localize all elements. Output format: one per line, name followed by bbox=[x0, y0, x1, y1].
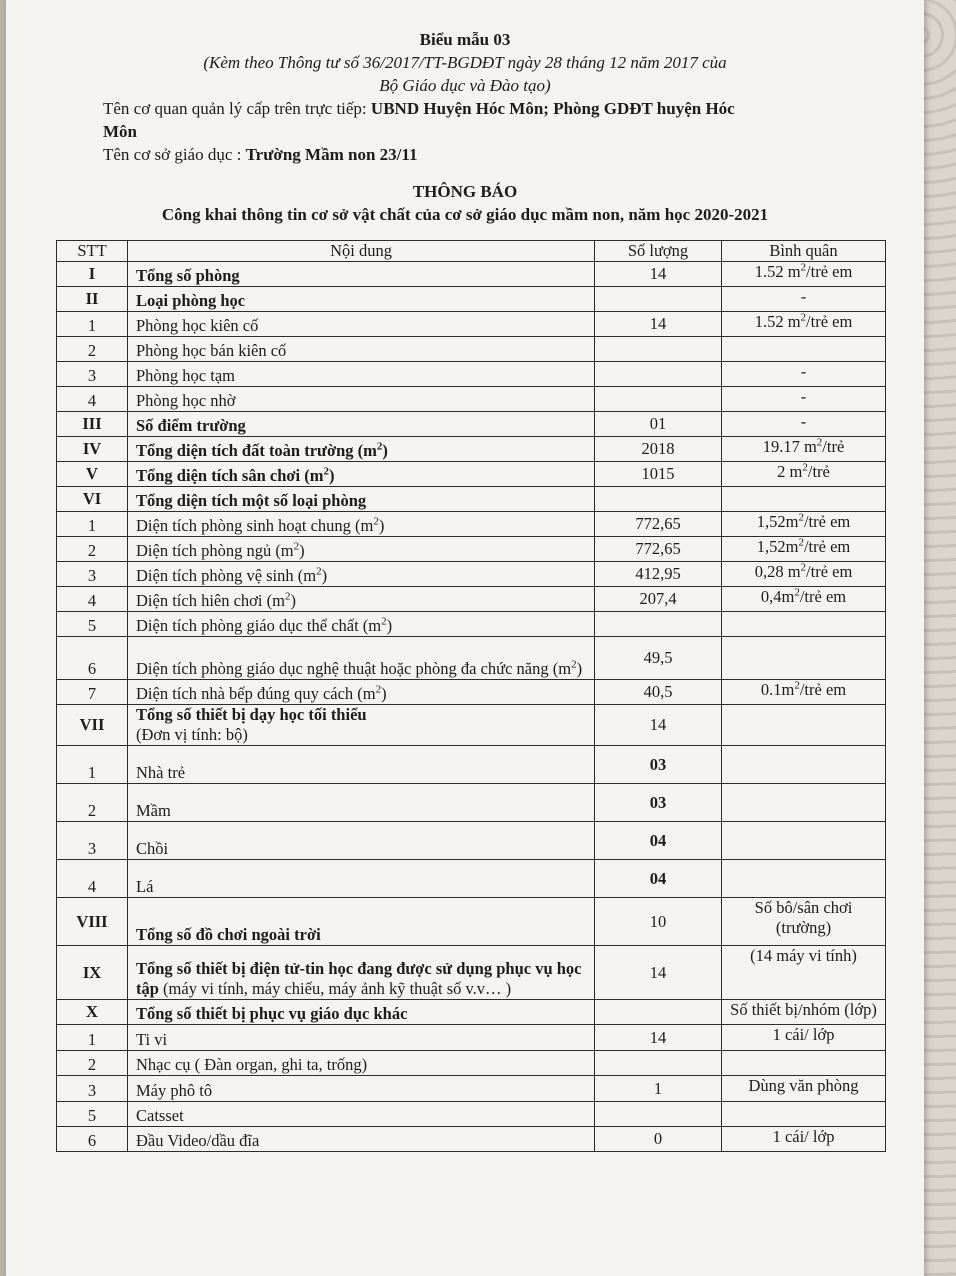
cell-content: Ti vi bbox=[128, 1025, 595, 1051]
cell-stt: IV bbox=[57, 437, 128, 462]
cell-average: $0.1m^2$/trẻ em bbox=[722, 680, 886, 705]
table-row bbox=[57, 822, 886, 860]
cell-stt: 2 bbox=[57, 1051, 128, 1076]
cell-stt: 1 bbox=[57, 746, 128, 784]
cell-stt: 3 bbox=[57, 822, 128, 860]
table-row bbox=[57, 512, 886, 537]
cell-average: 0,28 $m^2$/trẻ em bbox=[722, 562, 886, 587]
cell-stt: 4 bbox=[57, 387, 128, 412]
school-value: Trường Mầm non 23/11 bbox=[245, 145, 418, 164]
cell-content: Tổng diện tích sân chơi $(m^2)$ bbox=[128, 462, 595, 487]
cell-average bbox=[722, 612, 886, 637]
cell-stt: V bbox=[57, 462, 128, 487]
table-row bbox=[57, 587, 886, 612]
cell-stt: 6 bbox=[57, 1127, 128, 1152]
table-row bbox=[57, 537, 886, 562]
cell-average: Dùng văn phòng bbox=[722, 1076, 886, 1102]
document-page bbox=[6, 0, 924, 1276]
cell-average: $1,52m^2$/trẻ em bbox=[722, 537, 886, 562]
table-row bbox=[57, 262, 886, 287]
cell-average: $1,52m^2$/trẻ em bbox=[722, 512, 886, 537]
cell-average bbox=[722, 705, 886, 746]
table-row bbox=[57, 487, 886, 512]
cell-quantity: 14 bbox=[595, 312, 722, 337]
cell-average bbox=[722, 746, 886, 784]
cell-quantity: 1 bbox=[595, 1076, 722, 1102]
table-row bbox=[57, 1025, 886, 1051]
table-row bbox=[57, 362, 886, 387]
table-row bbox=[57, 462, 886, 487]
cell-content: Catsset bbox=[128, 1102, 595, 1127]
cell-stt: IX bbox=[57, 946, 128, 1000]
cell-quantity: 2018 bbox=[595, 437, 722, 462]
cell-quantity bbox=[595, 612, 722, 637]
cell-stt: 1 bbox=[57, 512, 128, 537]
table-row bbox=[57, 1051, 886, 1076]
table-row bbox=[57, 412, 886, 437]
cell-average: 1 cái/ lớp bbox=[722, 1025, 886, 1051]
cell-stt: II bbox=[57, 287, 128, 312]
cell-content: Tổng số thiết bị điện tử-tin học đang được sử dụng phục vụ học tập (máy vi tính, máy chiếu, máy ảnh kỹ thuật số v.v… ) bbox=[128, 946, 595, 1000]
cell-stt: VII bbox=[57, 705, 128, 746]
cell-quantity: 772,65 bbox=[595, 537, 722, 562]
cell-content: Tổng số phòng bbox=[128, 262, 595, 287]
cell-stt: 2 bbox=[57, 537, 128, 562]
managing-agency-value-cont: Môn bbox=[103, 122, 137, 141]
cell-quantity: 14 bbox=[595, 1025, 722, 1051]
cell-average bbox=[722, 1102, 886, 1127]
cell-content: Máy phô tô bbox=[128, 1076, 595, 1102]
cell-quantity bbox=[595, 1102, 722, 1127]
cell-content: Loại phòng học bbox=[128, 287, 595, 312]
cell-content: Nhạc cụ ( Đàn organ, ghi ta, trống) bbox=[128, 1051, 595, 1076]
cell-quantity bbox=[595, 362, 722, 387]
cell-average bbox=[722, 860, 886, 898]
cell-quantity: 14 bbox=[595, 946, 722, 1000]
cell-average: - bbox=[722, 412, 886, 437]
reference-line-1: (Kèm theo Thông tư số 36/2017/TT-BGDĐT ngày 28 tháng 12 năm 2017 của bbox=[203, 53, 727, 72]
cell-quantity: 03 bbox=[595, 746, 722, 784]
cell-content: Tổng số đồ chơi ngoài trời bbox=[128, 898, 595, 946]
cell-quantity bbox=[595, 1000, 722, 1025]
cell-quantity bbox=[595, 487, 722, 512]
managing-agency-label: Tên cơ quan quản lý cấp trên trực tiếp: bbox=[103, 99, 371, 118]
table-row bbox=[57, 860, 886, 898]
cell-quantity: 14 bbox=[595, 705, 722, 746]
table-body bbox=[57, 262, 886, 1152]
table-row bbox=[57, 437, 886, 462]
notice-subtitle: Công khai thông tin cơ sở vật chất của cơ sở giáo dục mầm non, năm học 2020-2021 bbox=[161, 205, 769, 224]
header-average: Bình quân bbox=[722, 241, 886, 262]
table-row bbox=[57, 637, 886, 680]
cell-average: 19.17 $m^2$/trẻ bbox=[722, 437, 886, 462]
cell-content: Tổng số thiết bị dạy học tối thiểu (Đơn vị tính: bộ) bbox=[128, 705, 595, 746]
managing-agency-value: UBND Huyện Hóc Môn; Phòng GDĐT huyện Hóc bbox=[370, 99, 735, 118]
cell-stt: 4 bbox=[57, 860, 128, 898]
cell-content: Diện tích phòng giáo dục thể chất $(m^2)$ bbox=[128, 612, 595, 637]
cell-quantity bbox=[595, 1051, 722, 1076]
cell-stt: 5 bbox=[57, 612, 128, 637]
notice-title: THÔNG BÁO bbox=[412, 182, 518, 201]
cell-average: - bbox=[722, 362, 886, 387]
table-header-row bbox=[57, 241, 886, 262]
cell-quantity: 412,95 bbox=[595, 562, 722, 587]
cell-stt: III bbox=[57, 412, 128, 437]
cell-stt: VI bbox=[57, 487, 128, 512]
cell-stt: 2 bbox=[57, 337, 128, 362]
cell-quantity: 772,65 bbox=[595, 512, 722, 537]
cell-average: 1 cái/ lớp bbox=[722, 1127, 886, 1152]
cell-content: Nhà trẻ bbox=[128, 746, 595, 784]
cell-quantity: 10 bbox=[595, 898, 722, 946]
cell-quantity: 49,5 bbox=[595, 637, 722, 680]
cell-average: Số bô/sân chơi (trường) bbox=[722, 898, 886, 946]
cell-quantity: 40,5 bbox=[595, 680, 722, 705]
cell-average bbox=[722, 637, 886, 680]
form-number: Biểu mẫu 03 bbox=[419, 30, 511, 49]
table-row bbox=[57, 946, 886, 1000]
cell-average bbox=[722, 784, 886, 822]
document-header bbox=[6, 28, 924, 226]
cell-content: Phòng học kiên cố bbox=[128, 312, 595, 337]
cell-content: Mầm bbox=[128, 784, 595, 822]
cell-average bbox=[722, 1051, 886, 1076]
cell-average bbox=[722, 487, 886, 512]
table-row bbox=[57, 387, 886, 412]
cell-content: Phòng học tạm bbox=[128, 362, 595, 387]
cell-stt: 3 bbox=[57, 562, 128, 587]
cell-stt: X bbox=[57, 1000, 128, 1025]
cell-quantity: 0 bbox=[595, 1127, 722, 1152]
cell-content: Diện tích phòng giáo dục nghệ thuật hoặc phòng đa chức năng $(m^2)$ bbox=[128, 637, 595, 680]
cell-quantity: 04 bbox=[595, 822, 722, 860]
cell-content: Diện tích hiên chơi $(m^2)$ bbox=[128, 587, 595, 612]
cell-quantity bbox=[595, 387, 722, 412]
table-row bbox=[57, 337, 886, 362]
facilities-table bbox=[56, 240, 886, 1152]
cell-stt: 7 bbox=[57, 680, 128, 705]
cell-stt: 4 bbox=[57, 587, 128, 612]
cell-content: Tổng diện tích một số loại phòng bbox=[128, 487, 595, 512]
managing-agency bbox=[6, 97, 924, 120]
cell-stt: 3 bbox=[57, 362, 128, 387]
cell-content: Chồi bbox=[128, 822, 595, 860]
cell-quantity: 03 bbox=[595, 784, 722, 822]
cell-content: Diện tích phòng sinh hoạt chung $(m^2)$ bbox=[128, 512, 595, 537]
table-row bbox=[57, 705, 886, 746]
cell-quantity bbox=[595, 287, 722, 312]
cell-average: (14 máy vi tính) bbox=[722, 946, 886, 1000]
cell-stt: 6 bbox=[57, 637, 128, 680]
cell-average: 1.52 $m^2$/trẻ em bbox=[722, 312, 886, 337]
cell-content: Số điểm trường bbox=[128, 412, 595, 437]
cell-stt: 1 bbox=[57, 1025, 128, 1051]
cell-quantity: 04 bbox=[595, 860, 722, 898]
cell-content: Diện tích phòng ngủ $(m^2)$ bbox=[128, 537, 595, 562]
cell-content: Tổng số thiết bị phục vụ giáo dục khác bbox=[128, 1000, 595, 1025]
table-row bbox=[57, 1127, 886, 1152]
cell-average: - bbox=[722, 387, 886, 412]
table-row bbox=[57, 680, 886, 705]
header-quantity: Số lượng bbox=[595, 241, 722, 262]
cell-stt: 1 bbox=[57, 312, 128, 337]
cell-stt: 2 bbox=[57, 784, 128, 822]
header-content: Nội dung bbox=[128, 241, 595, 262]
table-row bbox=[57, 784, 886, 822]
table-row bbox=[57, 898, 886, 946]
table-row bbox=[57, 312, 886, 337]
cell-quantity: 01 bbox=[595, 412, 722, 437]
cell-average bbox=[722, 337, 886, 362]
cell-content: Đầu Video/dầu đĩa bbox=[128, 1127, 595, 1152]
table-row bbox=[57, 562, 886, 587]
table-row bbox=[57, 746, 886, 784]
cell-content: Phòng học bán kiên cố bbox=[128, 337, 595, 362]
cell-stt: 3 bbox=[57, 1076, 128, 1102]
table-row bbox=[57, 612, 886, 637]
cell-average: $0,4m^2$/trẻ em bbox=[722, 587, 886, 612]
cell-quantity: 14 bbox=[595, 262, 722, 287]
cell-stt: 5 bbox=[57, 1102, 128, 1127]
cell-stt: VIII bbox=[57, 898, 128, 946]
table-row bbox=[57, 1000, 886, 1025]
cell-content: Tổng diện tích đất toàn trường $(m^2)$ bbox=[128, 437, 595, 462]
cell-content: Phòng học nhờ bbox=[128, 387, 595, 412]
cell-quantity: 207,4 bbox=[595, 587, 722, 612]
cell-content: Lá bbox=[128, 860, 595, 898]
cell-content: Diện tích nhà bếp đúng quy cách $(m^2)$ bbox=[128, 680, 595, 705]
cell-average: - bbox=[722, 287, 886, 312]
school-label: Tên cơ sở giáo dục : bbox=[103, 145, 246, 164]
table-row bbox=[57, 287, 886, 312]
cell-content: Diện tích phòng vệ $\sinh (m^2)$ bbox=[128, 562, 595, 587]
reference-line-2: Bộ Giáo dục và Đào tạo) bbox=[379, 76, 551, 95]
cell-average: 2 $m^2$/trẻ bbox=[722, 462, 886, 487]
table-row bbox=[57, 1076, 886, 1102]
cell-stt: I bbox=[57, 262, 128, 287]
table-row bbox=[57, 1102, 886, 1127]
cell-average: 1.52 $m^2$/trẻ em bbox=[722, 262, 886, 287]
header-stt: STT bbox=[57, 241, 128, 262]
school-name bbox=[6, 143, 924, 166]
cell-average bbox=[722, 822, 886, 860]
cell-quantity bbox=[595, 337, 722, 362]
cell-average: Số thiết bị/nhóm (lớp) bbox=[722, 1000, 886, 1025]
cell-quantity: 1015 bbox=[595, 462, 722, 487]
